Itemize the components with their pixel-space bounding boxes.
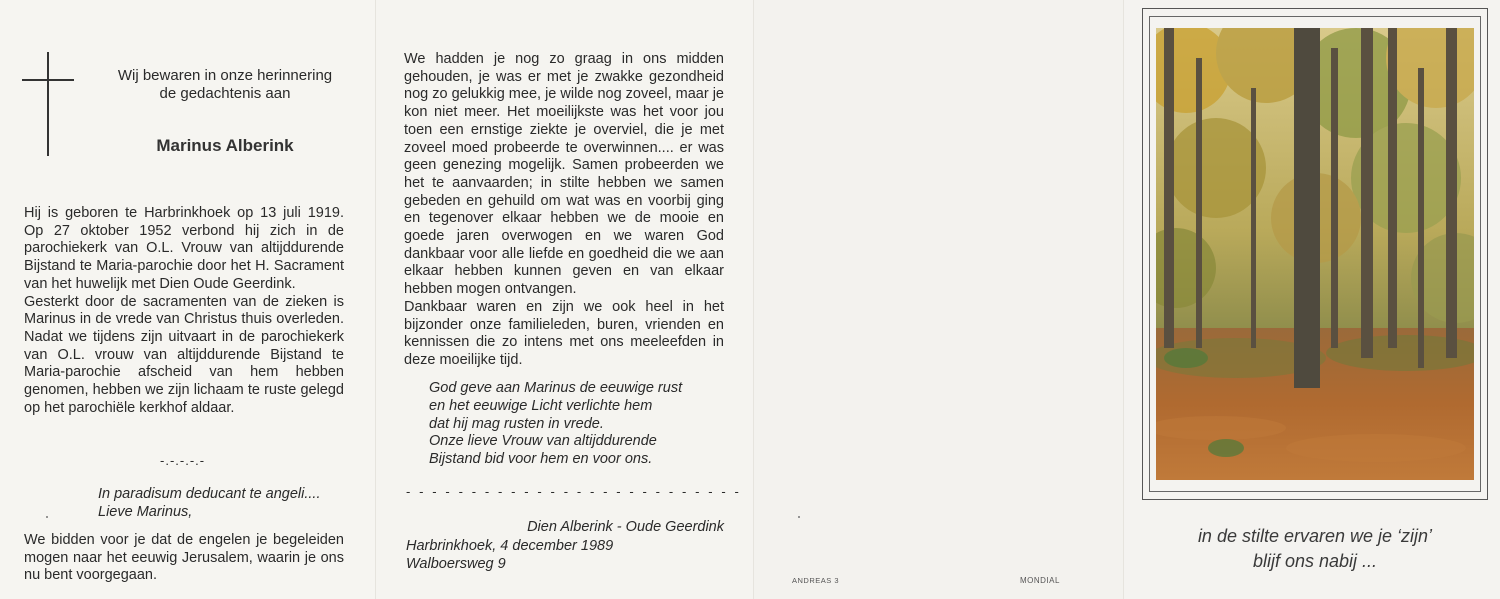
cross-icon (47, 52, 49, 156)
printer-imprint: ANDREAS 3 (792, 576, 840, 585)
card-panel-left (0, 0, 376, 599)
forest-photo (1156, 28, 1474, 480)
separator: -.-.-.-.- (160, 453, 206, 468)
intro-text: Wij bewaren in onze herinnering de gedachtenis aan (117, 67, 333, 102)
caption: in de stilte ervaren we je ‘zijn’ blijf ons nabij ... (1197, 526, 1433, 571)
forest-illustration (1156, 28, 1474, 480)
deceased-name: Marinus Alberink (156, 136, 294, 155)
prayer-verse: God geve aan Marinus de eeuwige rust en het eeuwige Licht verlichte hem dat hij mag rusten in vrede. Onze lieve Vrouw van altijddurende Bijstand bid voor hem en voor ons. (429, 380, 683, 468)
card-panel-blank (754, 0, 1124, 599)
memorial-text (404, 51, 724, 370)
latin-farewell: In paradisum deducant te angeli.... Lieve Marinus, (98, 486, 321, 520)
signer: Dien Alberink - Oude Geerdink (527, 519, 724, 535)
memorial-paragraph: We hadden je nog zo graag in ons midden gehouden, je was er met je zwakke gezondheid nog zo gelukkig mee, je wilde nog zoveel, maar je kon niet meer. Het moeilijkste was het voor jou toen een ernstige ziekte je overviel, die je met zoveel moed probeerde te overwinnen.... er was geen genezing mogelijk. Samen probeerden we het te aanvaarden; in stilte hebben we samen gebeden en gehuild om wat was en voorbij ging en tegenover elkaar hebben we de mooie en goede jaren overwogen en we waren God dankbaar voor alle liefde en goedheid die we aan elkaar hebben kunnen geven en van elkaar hebben mogen ontvangen. (404, 51, 724, 298)
biography-paragraph: Hij is geboren te Harbrinkhoek op 13 juli 1919. Op 27 oktober 1952 verbond hij zich in de parochiekerk van O.L. Vrouw van altijddurende Bijstand te Maria-parochie door het H. Sacrament van het huwelijk met Dien Oude Geerdink. (24, 205, 344, 292)
cross-icon-bar (22, 79, 74, 81)
card-panel-middle (376, 0, 754, 599)
print-speck (46, 516, 48, 518)
dashed-separator: - - - - - - - - - - - - - - - - - - - - - - - - - - (406, 484, 742, 499)
print-speck (798, 516, 800, 518)
card-panel-photo (1124, 0, 1500, 599)
address-block: Harbrinkhoek, 4 december 1989 Walboersweg 9 (406, 538, 614, 572)
biography-paragraph: Gesterkt door de sacramenten van de zieken is Marinus in de vrede van Christus thuis overleden. Nadat we tijdens zijn uitvaart in de parochiekerk van O.L. vrouw van altijddurende Bijstand te Maria-parochie afscheid van hem hebben genomen, hebben we zijn lichaam te ruste gelegd op het parochiële kerkhof aldaar. (24, 293, 344, 416)
publisher-imprint: MONDIAL (1020, 576, 1060, 585)
memorial-paragraph: Dankbaar waren en zijn we ook heel in het bijzonder onze familieleden, buren, vrienden en kennissen die zo intens met ons meeleefden in deze moeilijke tijd. (404, 298, 724, 368)
prayer-text: We bidden voor je dat de engelen je begeleiden mogen naar het eeuwig Jerusalem, waarin je ons nu bent voorgegaan. (24, 532, 344, 584)
biography (24, 205, 344, 417)
